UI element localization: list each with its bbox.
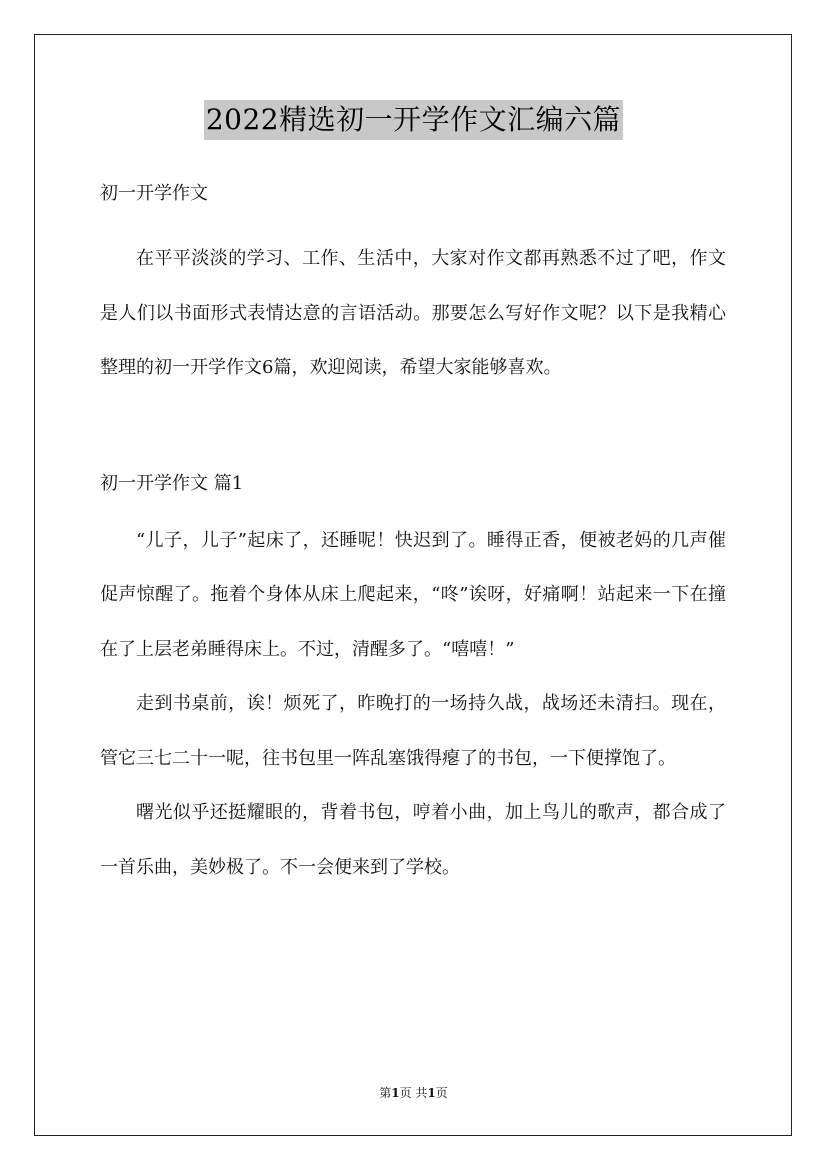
title-container	[0, 100, 827, 140]
footer-suffix: 页	[435, 1086, 448, 1100]
section-paragraph-3: 曙光似乎还挺耀眼的，背着书包，哼着小曲，加上鸟儿的歌声，都合成了一首乐曲，美妙极了。不一会便来到了学校。	[100, 802, 726, 878]
intro-paragraph: 在平平淡淡的学习、工作、生活中，大家对作文都再熟悉不过了吧，作文是人们以书面形式表情达意的言语活动。那要怎么写好作文呢？以下是我精心整理的初一开学作文6篇，欢迎阅读，希望大家能够喜欢。	[100, 248, 726, 378]
document-title: 2022精选初一开学作文汇编六篇	[204, 100, 623, 140]
footer-middle: 页 共	[399, 1086, 428, 1100]
page-footer	[0, 1085, 827, 1101]
footer-prefix: 第	[379, 1086, 392, 1100]
document-body	[100, 176, 726, 895]
section-paragraph-1: “儿子，儿子”起床了，还睡呢！快迟到了。睡得正香，便被老妈的几声催促声惊醒了。拖着个身体从床上爬起来，“咚”诶呀，好痛啊！站起来一下在撞在了上层老弟睡得床上。不过，清醒多了。“嘻嘻！”	[100, 529, 726, 660]
section-heading: 初一开学作文 篇1	[100, 472, 244, 494]
footer-page-total: 1	[427, 1086, 436, 1100]
section-paragraph-2: 走到书桌前，诶！烦死了，昨晚打的一场持久战，战场还未清扫。现在，管它三七二十一呢，往书包里一阵乱塞饿得瘪了的书包，一下便撑饱了。	[100, 693, 726, 769]
intro-heading: 初一开学作文	[100, 183, 208, 204]
footer-page-current: 1	[391, 1086, 400, 1100]
